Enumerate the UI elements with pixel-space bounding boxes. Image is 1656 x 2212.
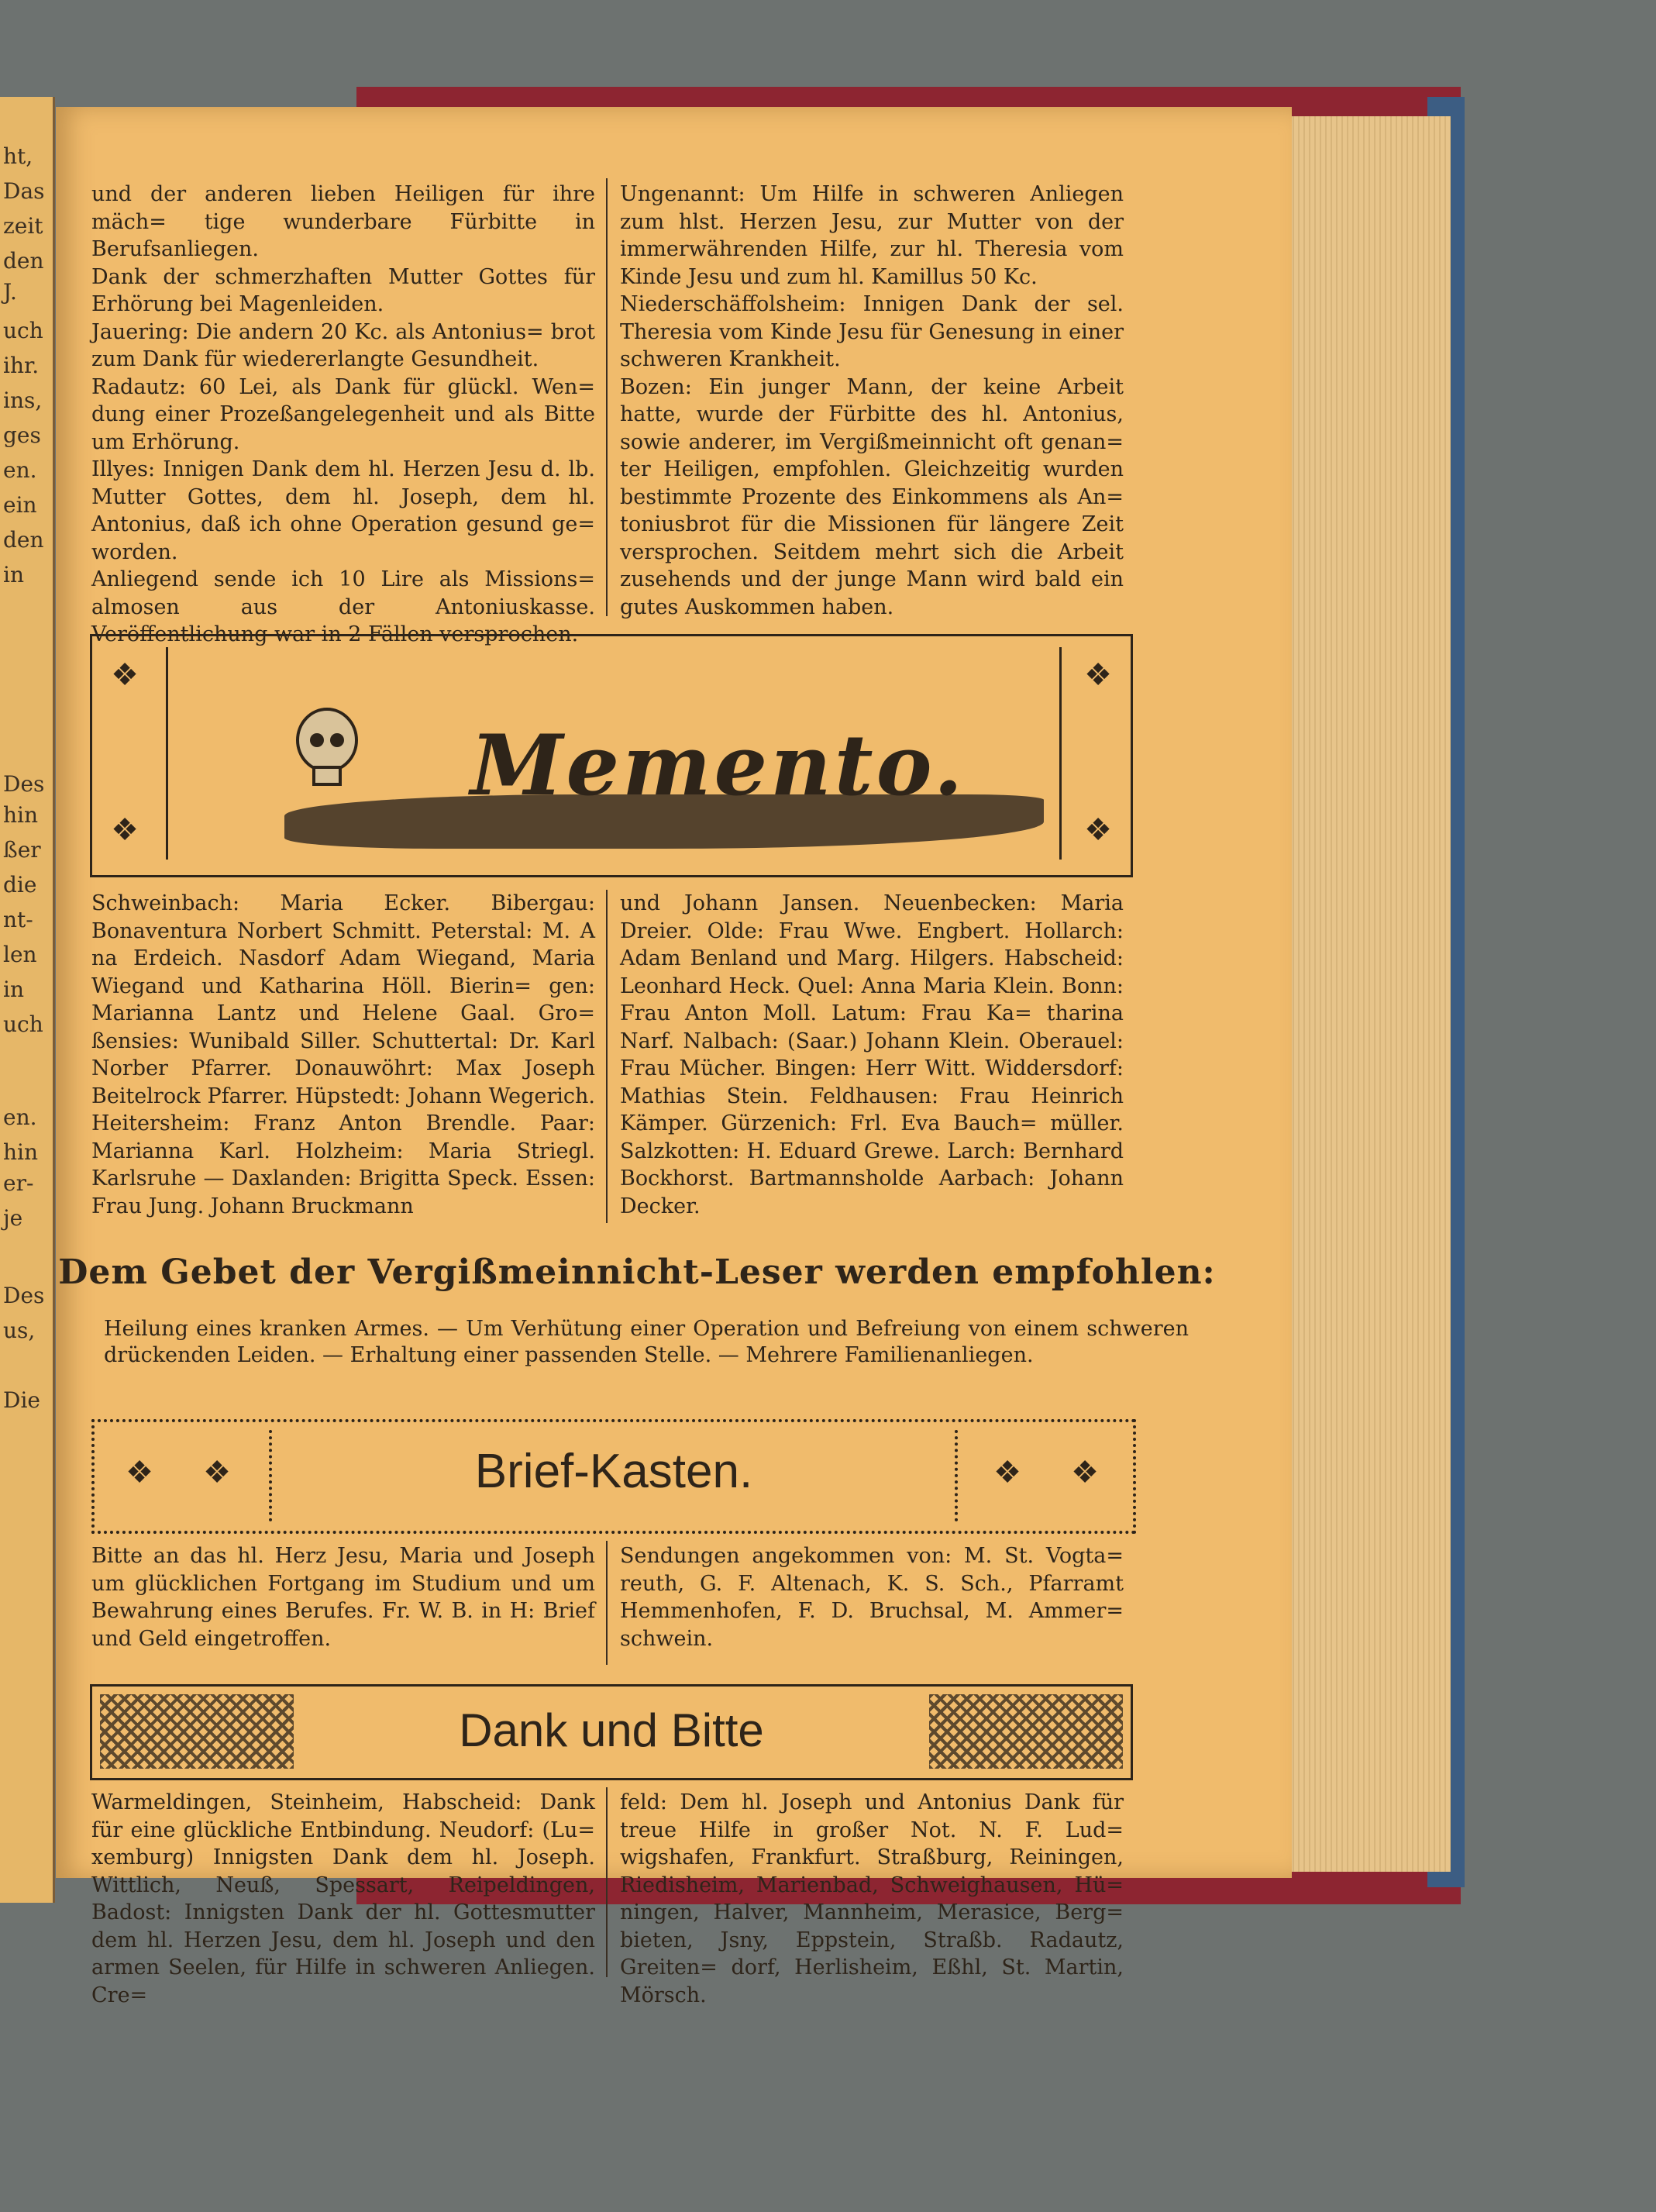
left-page-fragment: en. [3,457,37,483]
left-page-fragment: die [3,872,37,898]
left-page-fragment: in [3,977,24,1002]
column-divider [606,1541,608,1665]
left-page-fragment: den [3,527,44,553]
left-page-fragment: ihr. [3,353,40,378]
memento-inner-frame [166,647,1062,860]
gebet-heading: Dem Gebet der Vergißmeinnicht-Leser werden empfohlen: [58,1252,1216,1292]
dank-left-column: Warmeldingen, Steinheim, Habscheid: Dank für eine glückliche Entbindung. Neudorf: (Lu= xemburg) Innigsten Dank dem hl. Joseph. Wittlich, Neuß, Spessart, Reipeldingen, Badost: Innigsten Dank der hl. Gottesmutter dem hl. Herzen Jesu, dem hl. Joseph und den armen Seelen, für Hilfe in schweren Anliegen. Cre= [91,1790,595,2007]
ornament-icon: ❖ [126,1455,153,1490]
left-page-fragment: Des [3,1283,45,1308]
left-page-fragment: in [3,562,24,587]
paragraph: und der anderen lieben Heiligen für ihre mäch= tige wunderbare Fürbitte in Berufsanliegen. [91,182,595,261]
left-page-fragment: je [3,1205,23,1231]
left-page-edge [0,97,55,1903]
ornament-icon: ❖ [203,1455,231,1490]
left-page-fragment: us, [3,1318,36,1343]
skull-icon [292,705,362,791]
left-page-fragment: ein [3,492,37,518]
left-page-fragment: hin [3,1139,39,1165]
ornament-icon: ❖ [993,1455,1021,1490]
brief-kasten-title: Brief-Kasten. [474,1445,753,1498]
left-page-fragment: nt- [3,907,33,932]
paragraph: Jauering: Die andern 20 Kc. als Antonius= brot zum Dank für wiedererlangte Gesundheit. [91,319,595,371]
dank-und-bitte-title: Dank und Bitte [459,1704,764,1756]
left-page-fragment: uch [3,318,43,343]
left-page-fragment: en. [3,1104,37,1130]
left-page-fragment: zeit [3,213,43,239]
paragraph: Dank der schmerzhaften Mutter Gottes für Erhörung bei Magenleiden. [91,264,595,316]
column-divider [606,1787,608,1977]
ornament-icon: ❖ [1071,1455,1099,1490]
gebet-text: Heilung eines kranken Armes. — Um Verhütung einer Operation und Befreiung von einem schweren drückenden Leiden. — Erhaltung einer passenden Stelle. — Mehrere Familienanliegen. [104,1317,1189,1367]
paragraph: Bozen: Ein junger Mann, der keine Arbeit hatte, wurde der Fürbitte des hl. Antonius, sowie anderer, im Vergißmeinnicht oft genan= ter Heiligen, empfohlen. Gleichzeitig wurden bestimmte Prozente des Einkommens als An= toniusbrot für die Missionen für längere Zeit versprochen. Seitdem mehrt sich die Arbeit zusehends und der junge Mann wird bald ein gutes Auskommen haben. [620,374,1124,619]
memento-left-column: Schweinbach: Maria Ecker. Bibergau: Bonaventura Norbert Schmitt. Peterstal: M. A na Erdeich. Nasdorf Adam Wiegand, Maria Wiegand und Katharina Höll. Bierin= gen: Marianna Lantz und Helene Gaal. Gro= ßensies: Wunibald Siller. Schuttertal: Dr. Karl Norber Pfarrer. Donauwöhrt: Max Joseph Beitelrock Pfarrer. Hüpstedt: Johann Wegerich. Heitersheim: Franz Anton Brendle. Paar: Marianna Karl. Holzheim: Maria Striegl. Karlsruhe — Daxlanden: Brigitta Speck. Essen: Frau Jung. Johann Bruckmann [91,891,595,1218]
ornament-icon: ❖ [111,657,139,693]
left-page-fragment: er- [3,1170,34,1196]
left-page-fragment: uch [3,1011,43,1037]
memento-right-column: und Johann Jansen. Neuenbecken: Maria Dreier. Olde: Frau Wwe. Engbert. Hollarch: Adam Benland und Marg. Hilgers. Habscheid: Leonhard Heck. Quel: Anna Maria Klein. Bonn: Frau Anton Moll. Latum: Frau Ka= tharina Narf. Nalbach: (Saar.) Johann Klein. Oberauel: Frau Mücher. Bingen: Herr Witt. Widdersdorf: Mathias Stein. Feldhausen: Frau Heinrich Kämper. Gürzenich: Frl. Eva Bauch= müller. Salzkotten: H. Eduard Grewe. Larch: Bernhard Bockhorst. Bartmannsholde Aarbach: Johann Decker. [620,891,1124,1218]
top-left-column [91,181,595,649]
paragraph: Niederschäffolsheim: Innigen Dank der sel. Theresia vom Kinde Jesu für Genesung in einer schweren Krankheit. [620,292,1124,371]
memento-banner [90,634,1133,877]
ornament-icon: ❖ [111,812,139,848]
left-page-fragment: Des [3,771,45,797]
dank-und-bitte-banner [90,1684,1133,1780]
dank-right-column: feld: Dem hl. Joseph und Antonius Dank für treue Hilfe in großer Not. N. F. Lud= wigshafen, Frankfurt. Straßburg, Reiningen, Riedisheim, Marienbad, Schweighausen, Hü= ningen, Halver, Mannheim, Merasice, Berg= bieten, Jsny, Eppstein, Straßb. Radautz, Greiten= dorf, Herlisheim, Eßhl, St. Martin, Mörsch. [620,1790,1124,2007]
left-page-fragment: hin [3,802,39,828]
ornament-icon: ❖ [1084,812,1112,848]
paragraph: Ungenannt: Um Hilfe in schweren Anliegen zum hlst. Herzen Jesu, zur Mutter von der immerwährenden Hilfe, zur hl. Theresia vom Kinde Jesu und zum hl. Kamillus 50 Kc. [620,182,1124,289]
left-page-fragment: Das [3,178,45,204]
left-page-fragment: Die [3,1387,40,1413]
left-page-fragment: ßer [3,837,41,863]
left-page-fragment: den [3,248,44,274]
left-page-fragment: ht, [3,143,33,169]
left-page-fragment: ges [3,422,41,448]
left-page-fragment: len [3,942,37,967]
page-edges [1271,116,1451,1872]
paragraph: Radautz: 60 Lei, als Dank für glückl. Wen= dung einer Prozeßangelegenheit und als Bitte um Erhörung. [91,374,595,454]
brief-kasten-banner [91,1419,1136,1534]
brief-left-column: Bitte an das hl. Herz Jesu, Maria und Joseph um glücklichen Fortgang im Studium und um Bewahrung eines Berufes. Fr. W. B. in H: Brief und Geld eingetroffen. [91,1544,595,1651]
ornament-icon: ❖ [1084,657,1112,693]
brief-right-column: Sendungen angekommen von: M. St. Vogta= reuth, G. F. Altenach, K. S. Sch., Pfarramt Hemmenhofen, F. D. Bruchsal, M. Ammer= schwein. [620,1544,1124,1651]
paragraph: Anliegend sende ich 10 Lire als Missions= almosen aus der Antoniuskasse. Veröffentlichung war in 2 Fällen versprochen. [91,567,595,646]
top-right-column [620,181,1124,621]
left-page-fragment: ins, [3,388,43,413]
column-divider [606,178,608,616]
memento-title: Memento. [470,717,966,815]
column-divider [606,890,608,1223]
book-page [56,107,1292,2007]
left-page-fragment: J. [3,279,17,305]
paragraph: Illyes: Innigen Dank dem hl. Herzen Jesu d. lb. Mutter Gottes, dem hl. Joseph, dem hl. Antonius, daß ich ohne Operation gesund ge= worden. [91,457,595,564]
